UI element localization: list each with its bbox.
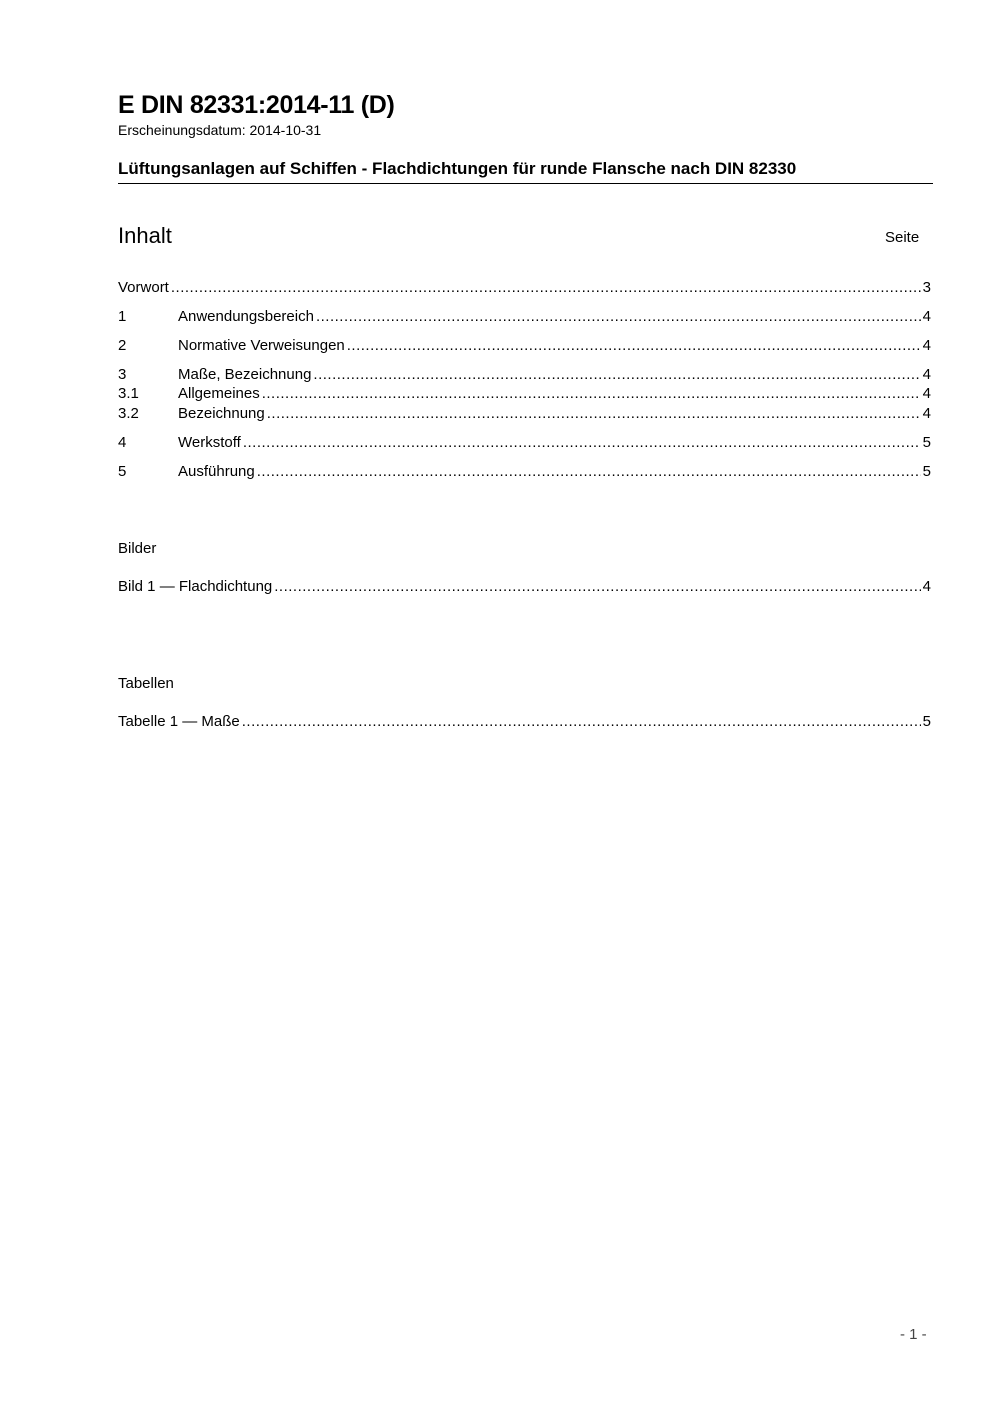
- dot-leader: [257, 462, 921, 482]
- toc-heading: Inhalt: [118, 223, 172, 248]
- toc-entry-page: 4: [922, 405, 931, 422]
- toc-entry-text: Anwendungsbereich: [178, 308, 314, 325]
- dot-leader: [274, 577, 920, 597]
- toc-entry-number: 1: [118, 308, 127, 325]
- toc-entry-number: 3: [118, 366, 127, 383]
- toc-entry-page: 4: [922, 366, 931, 383]
- figure-entry-text: Bild 1 — Flachdichtung: [118, 578, 273, 595]
- table-entry-text: Tabelle 1 — Maße: [118, 713, 240, 730]
- dot-leader: [243, 433, 921, 453]
- toc-entry-3-2[interactable]: [118, 404, 931, 424]
- issue-date: Erscheinungsdatum: 2014-10-31: [118, 122, 322, 138]
- toc-entry-5[interactable]: [118, 462, 931, 482]
- table-entry-1[interactable]: [118, 712, 931, 732]
- dot-leader: [262, 384, 921, 404]
- toc-entry-text: Allgemeines: [178, 385, 260, 402]
- toc-entry-text: Vorwort: [118, 279, 169, 296]
- toc-entry-text: Maße, Bezeichnung: [178, 366, 312, 383]
- toc-entry-number: 2: [118, 337, 127, 354]
- dot-leader: [171, 278, 921, 298]
- page-number: - 1 -: [900, 1326, 927, 1343]
- toc-entry-number: 4: [118, 434, 127, 451]
- toc-entry-3-1[interactable]: [118, 384, 931, 404]
- toc-entry-4[interactable]: [118, 433, 931, 453]
- toc-entry-page: 5: [922, 463, 931, 480]
- table-entry-page: 5: [922, 713, 931, 730]
- dot-leader: [267, 404, 921, 424]
- toc-entry-page: 4: [922, 385, 931, 402]
- dot-leader: [316, 307, 921, 327]
- page-column-label: Seite: [885, 229, 920, 246]
- document-id: E DIN 82331:2014-11 (D): [118, 91, 395, 119]
- tables-heading: Tabellen: [118, 675, 174, 692]
- toc-entry-2[interactable]: [118, 336, 931, 356]
- figure-entry-1[interactable]: [118, 577, 931, 597]
- toc-entry-text: Werkstoff: [178, 434, 241, 451]
- toc-entry-page: 5: [922, 434, 931, 451]
- toc-entry-page: 4: [922, 337, 931, 354]
- toc-entry-1[interactable]: [118, 307, 931, 327]
- toc-entry-text: Normative Verweisungen: [178, 337, 345, 354]
- toc-entry-text: Bezeichnung: [178, 405, 265, 422]
- toc-entry-page: 4: [922, 308, 931, 325]
- dot-leader: [242, 712, 921, 732]
- toc-entry-number: 3.2: [118, 405, 139, 422]
- toc-entry-number: 3.1: [118, 385, 139, 402]
- figure-entry-page: 4: [922, 578, 931, 595]
- toc-entry-3[interactable]: [118, 365, 931, 385]
- toc-entry-text: Ausführung: [178, 463, 255, 480]
- dot-leader: [313, 365, 920, 385]
- figures-heading: Bilder: [118, 540, 157, 557]
- document-title: Lüftungsanlagen auf Schiffen - Flachdichtungen für runde Flansche nach DIN 82330: [118, 158, 933, 184]
- toc-entry-number: 5: [118, 463, 127, 480]
- toc-entry-vorwort[interactable]: [118, 278, 931, 298]
- toc-entry-page: 3: [922, 279, 931, 296]
- dot-leader: [347, 336, 921, 356]
